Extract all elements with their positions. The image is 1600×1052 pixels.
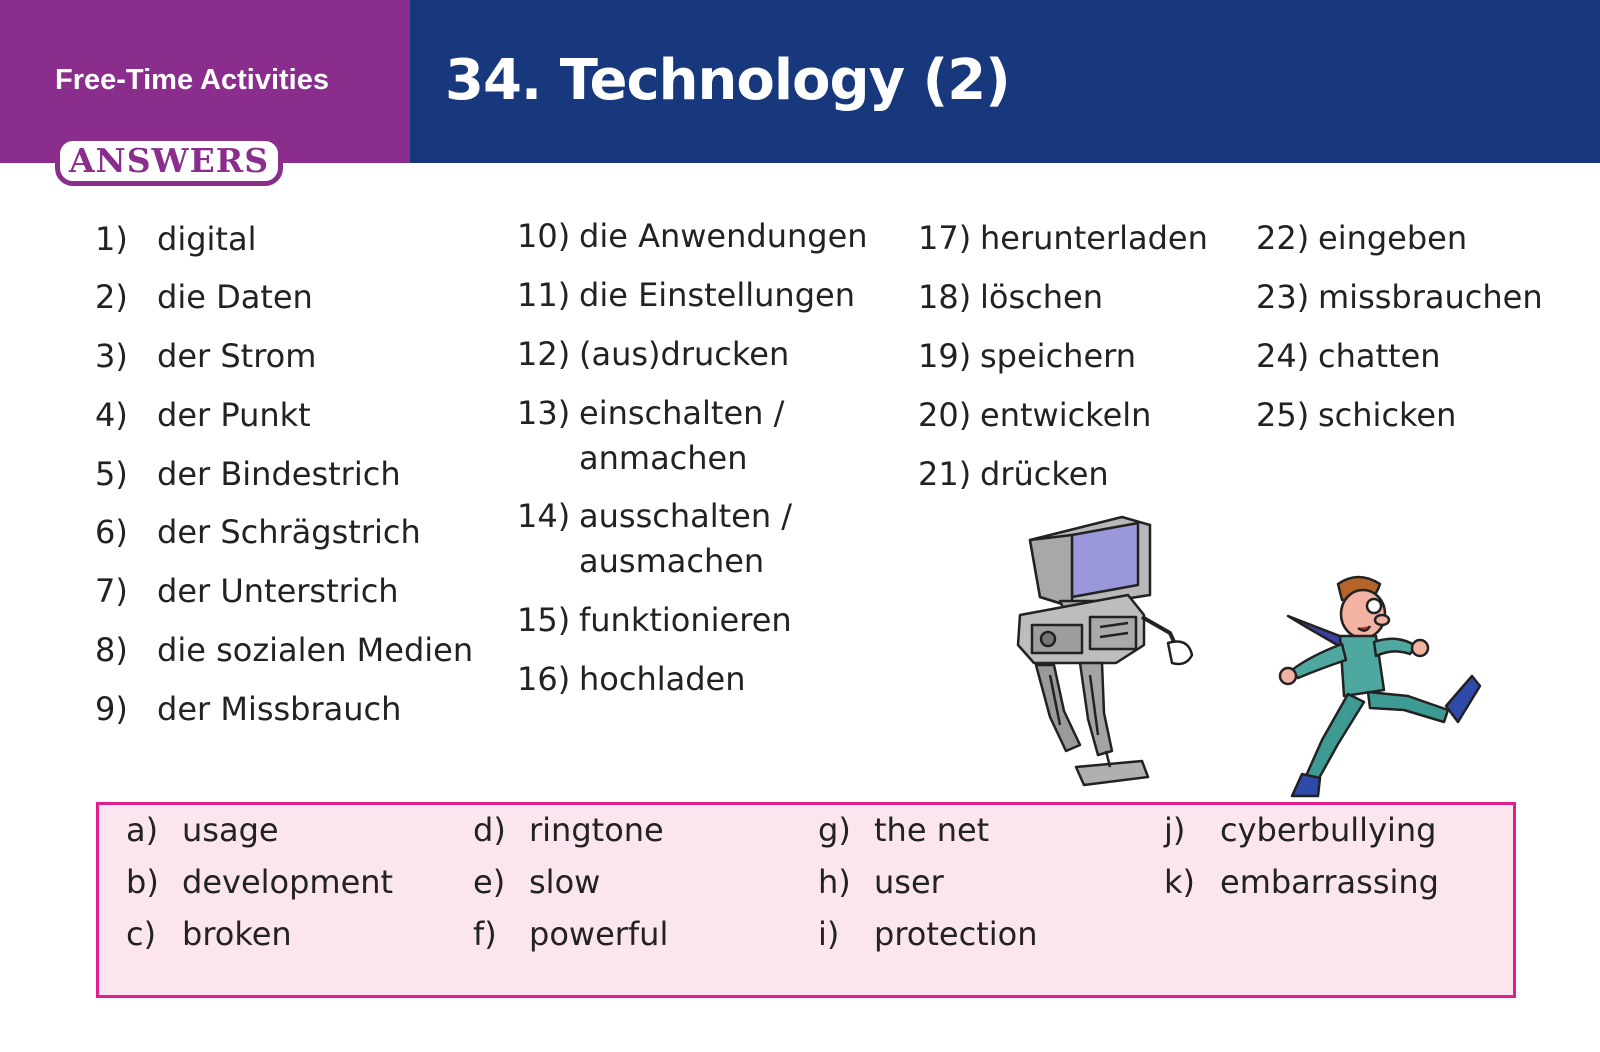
answer-number: 25): [1256, 396, 1310, 434]
answer-number: 13): [517, 394, 571, 432]
answers-badge: ANSWERS: [55, 136, 283, 186]
answer-word: der Punkt: [157, 396, 311, 434]
answer-word: hochladen: [579, 660, 746, 698]
answer-number: 15): [517, 601, 571, 639]
answer-word: der Bindestrich: [157, 455, 401, 493]
answer-number: 24): [1256, 337, 1310, 375]
vocab-term: cyberbullying: [1220, 811, 1437, 849]
answer-word: der Schrägstrich: [157, 513, 421, 551]
answer-word: speichern: [980, 337, 1136, 375]
vocab-term: development: [182, 863, 394, 901]
vocab-term: embarrassing: [1220, 863, 1439, 901]
vocab-letter: g): [818, 811, 851, 849]
vocab-term: slow: [529, 863, 601, 901]
answer-number: 2): [95, 278, 128, 316]
vocab-letter: b): [126, 863, 159, 901]
answer-word: ausschalten /: [579, 497, 793, 535]
answer-word: schicken: [1318, 396, 1457, 434]
answer-number: 14): [517, 497, 571, 535]
answer-number: 18): [918, 278, 972, 316]
answer-number: 22): [1256, 219, 1310, 257]
vocab-letter: i): [818, 915, 840, 953]
answer-word: die Einstellungen: [579, 276, 855, 314]
answer-number: 5): [95, 455, 128, 493]
answer-word: die Anwendungen: [579, 217, 868, 255]
answer-word: der Unterstrich: [157, 572, 399, 610]
answer-word: chatten: [1318, 337, 1441, 375]
answer-number: 9): [95, 690, 128, 728]
answer-number: 4): [95, 396, 128, 434]
answer-number: 23): [1256, 278, 1310, 316]
answer-word: entwickeln: [980, 396, 1152, 434]
running-man-illustration: [1258, 572, 1508, 807]
answer-word: missbrauchen: [1318, 278, 1543, 316]
page-title: 34. Technology (2): [445, 48, 1010, 113]
answer-word: eingeben: [1318, 219, 1468, 257]
answer-word: digital: [157, 220, 257, 258]
answer-word: einschalten /: [579, 394, 785, 432]
vocab-term: the net: [874, 811, 990, 849]
vocab-letter: e): [473, 863, 506, 901]
answer-number: 20): [918, 396, 972, 434]
vocab-letter: k): [1164, 863, 1196, 901]
answer-word: der Strom: [157, 337, 317, 375]
vocab-term: protection: [874, 915, 1038, 953]
answer-number: 11): [517, 276, 571, 314]
answer-word: löschen: [980, 278, 1103, 316]
answer-number: 17): [918, 219, 972, 257]
vocab-term: powerful: [529, 915, 669, 953]
section-label: Free-Time Activities: [55, 64, 329, 96]
answer-number: 12): [517, 335, 571, 373]
answer-word: anmachen: [579, 439, 748, 477]
answer-number: 19): [918, 337, 972, 375]
answer-number: 7): [95, 572, 128, 610]
answer-word: drücken: [980, 455, 1109, 493]
vocab-term: usage: [182, 811, 279, 849]
answer-number: 16): [517, 660, 571, 698]
vocab-letter: j): [1164, 811, 1186, 849]
answer-word: herunterladen: [980, 219, 1208, 257]
answer-number: 3): [95, 337, 128, 375]
answer-number: 6): [95, 513, 128, 551]
vocab-letter: h): [818, 863, 851, 901]
answer-word: der Missbrauch: [157, 690, 402, 728]
vocab-letter: c): [126, 915, 157, 953]
robot-illustration: [1010, 505, 1210, 805]
vocab-term: user: [874, 863, 944, 901]
answer-word: (aus)drucken: [579, 335, 790, 373]
vocab-letter: d): [473, 811, 506, 849]
answer-word: funktionieren: [579, 601, 792, 639]
answer-number: 8): [95, 631, 128, 669]
answer-word: die sozialen Medien: [157, 631, 474, 669]
vocab-term: broken: [182, 915, 292, 953]
vocab-letter: a): [126, 811, 159, 849]
answer-word: ausmachen: [579, 542, 765, 580]
answer-number: 1): [95, 220, 128, 258]
answer-word: die Daten: [157, 278, 313, 316]
vocab-letter: f): [473, 915, 497, 953]
answer-number: 10): [517, 217, 571, 255]
answer-number: 21): [918, 455, 972, 493]
vocab-term: ringtone: [529, 811, 664, 849]
